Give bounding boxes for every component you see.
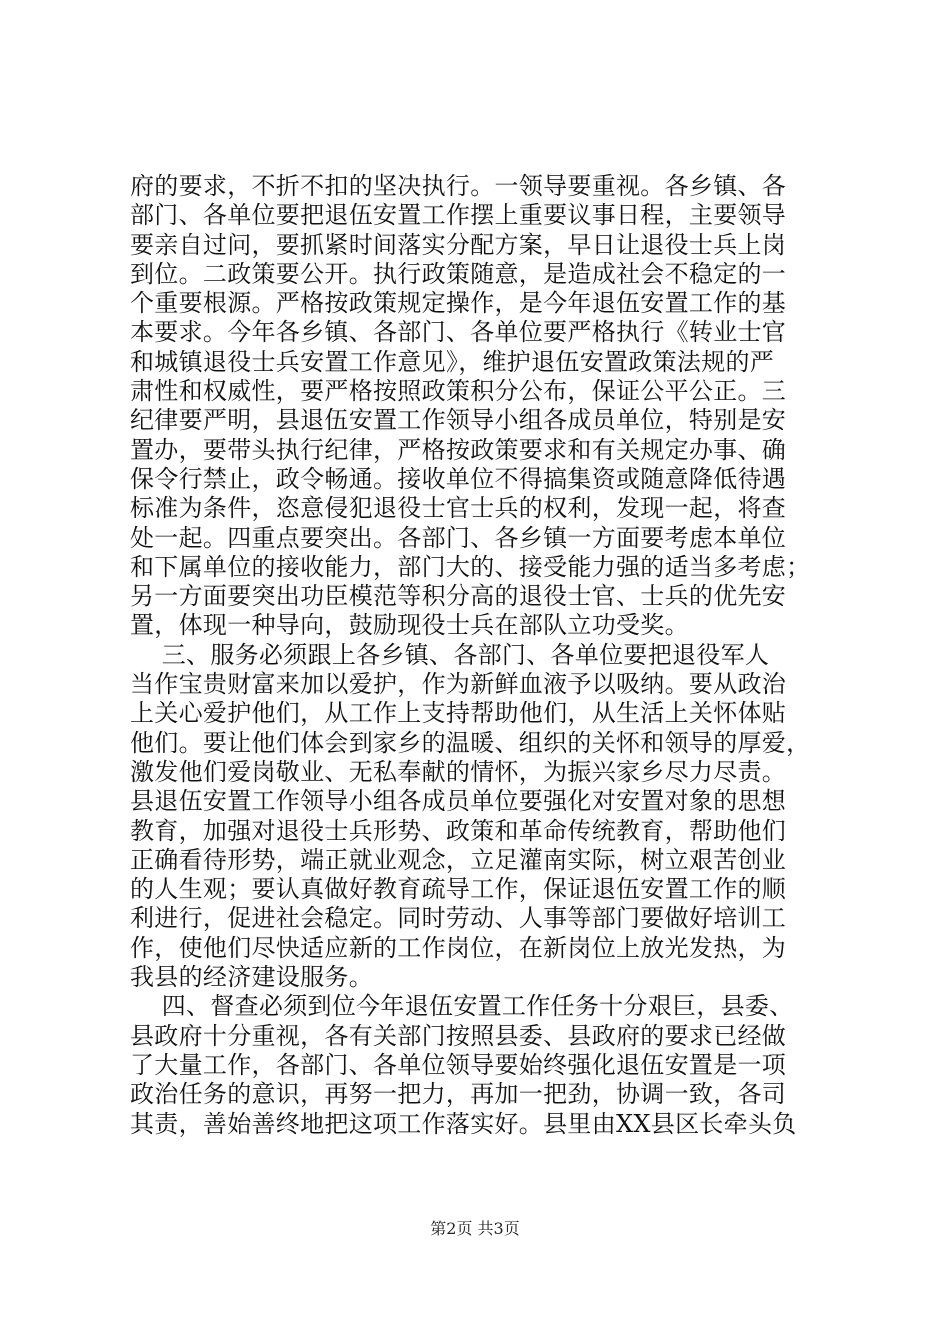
text-line: 政治任务的意识，再努一把力，再加一把劲，协调一致，各司 — [130, 1080, 787, 1109]
text-line: 正确看待形势，端正就业观念，立足灌南实际，树立艰苦创业 — [130, 845, 787, 874]
body-text — [130, 172, 830, 1139]
text-line: 标准为条件，恣意侵犯退役士官士兵的权利，发现一起，将查 — [130, 494, 787, 523]
text-line: 个重要根源。严格按政策规定操作，是今年退伍安置工作的基 — [130, 289, 787, 318]
page-footer — [0, 1218, 950, 1240]
text-line: 县退伍安置工作领导小组各成员单位要强化对安置对象的思想 — [130, 787, 787, 816]
text-line: 我县的经济建设服务。 — [130, 963, 373, 992]
text-line: 利进行，促进社会稳定。同时劳动、人事等部门要做好培训工 — [130, 904, 787, 933]
page-number-label: 第2页 共3页 — [430, 1219, 520, 1238]
text-line: 处一起。四重点要突出。各部门、各乡镇一方面要考虑本单位 — [130, 523, 787, 552]
text-line: 肃性和权威性，要严格按照政策积分公布，保证公平公正。三 — [130, 377, 787, 406]
text-line: 保令行禁止，政令畅通。接收单位不得搞集资或随意降低待遇 — [130, 464, 787, 493]
text-line: 其责，善始善终地把这项工作落实好。县里由XX县区长牵头负 — [130, 1109, 797, 1138]
text-line: 教育，加强对退役士兵形势、政策和革命传统教育，帮助他们 — [130, 816, 787, 845]
text-line: 四、督查必须到位今年退伍安置工作任务十分艰巨，县委、 — [130, 992, 794, 1021]
text-line: 县政府十分重视，各有关部门按照县委、县政府的要求已经做 — [130, 1021, 787, 1050]
text-line: 要亲自过问，要抓紧时间落实分配方案，早日让退役士兵上岗 — [130, 230, 787, 259]
text-line: 的人生观；要认真做好教育疏导工作，保证退伍安置工作的顺 — [130, 875, 787, 904]
text-line: 部门、各单位要把退伍安置工作摆上重要议事日程，主要领导 — [130, 201, 787, 230]
text-line: 激发他们爱岗敬业、无私奉献的情怀，为振兴家乡尽力尽责。 — [130, 757, 787, 786]
text-line: 置，体现一种导向，鼓励现役士兵在部队立功受奖。 — [130, 611, 689, 640]
text-line: 府的要求，不折不扣的坚决执行。一领导要重视。各乡镇、各 — [130, 172, 787, 200]
text-line: 到位。二政策要公开。执行政策随意，是造成社会不稳定的一 — [130, 259, 787, 288]
text-line: 和城镇退役士兵安置工作意见》，维护退伍安置政策法规的严 — [130, 347, 775, 376]
text-line: 了大量工作，各部门、各单位领导要始终强化退伍安置是一项 — [130, 1050, 787, 1079]
text-line: 另一方面要突出功臣模范等积分高的退役士官、士兵的优先安 — [130, 582, 787, 611]
text-line: 三、服务必须跟上各乡镇、各部门、各单位要把退役军人 — [130, 640, 770, 669]
text-line: 当作宝贵财富来加以爱护，作为新鲜血液予以吸纳。要从政治 — [130, 670, 787, 699]
text-line: 他们。要让他们体会到家乡的温暖、组织的关怀和领导的厚爱， — [130, 728, 811, 757]
text-line: 和下属单位的接收能力，部门大的、接受能力强的适当多考虑； — [130, 552, 811, 581]
text-line: 本要求。今年各乡镇、各部门、各单位要严格执行《转业士官 — [130, 318, 787, 347]
text-line: 上关心爱护他们，从工作上支持帮助他们，从生活上关怀体贴 — [130, 699, 787, 728]
text-line: 置办，要带头执行纪律，严格按政策要求和有关规定办事、确 — [130, 435, 787, 464]
text-line: 作，使他们尽快适应新的工作岗位，在新岗位上放光发热，为 — [130, 933, 787, 962]
text-line: 纪律要严明，县退伍安置工作领导小组各成员单位，特别是安 — [130, 406, 787, 435]
